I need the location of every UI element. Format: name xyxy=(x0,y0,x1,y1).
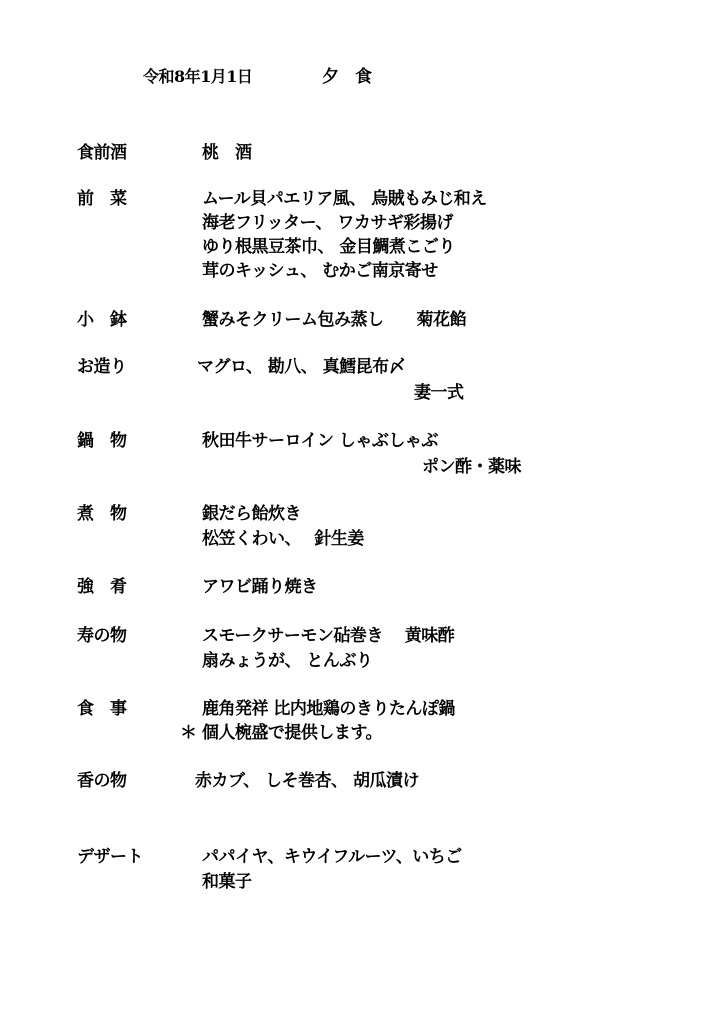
course-item: マグロ、 勘八、 真鱈昆布〆 xyxy=(197,357,406,377)
course-item: 鹿角発祥 比内地鶏のきりたんぽ鍋 xyxy=(202,699,455,719)
course-name-main-dish: 強 肴 xyxy=(77,577,127,597)
course-item: 秋田牛サーロイン しゃぶしゃぶ xyxy=(202,431,438,451)
course-name-appetizer: 前 菜 xyxy=(77,189,127,209)
course-item: 和菓子 xyxy=(202,872,252,892)
course-item: 海老フリッター、 ワカサギ彩揚げ xyxy=(202,213,453,233)
course-item: 桃 酒 xyxy=(202,143,252,163)
course-name-hotpot: 鍋 物 xyxy=(77,431,127,451)
course-item: パパイヤ、キウイフルーツ、いちご xyxy=(202,847,462,867)
course-name-meal: 食 事 xyxy=(77,699,127,719)
menu-meal-title: 夕 食 xyxy=(322,67,372,87)
course-name-simmered: 煮 物 xyxy=(77,504,127,524)
course-item: ムール貝パエリア風、 烏賊もみじ和え xyxy=(202,189,487,209)
course-item: アワビ踊り焼き xyxy=(202,577,318,597)
course-name-small-bowl: 小 鉢 xyxy=(77,310,127,330)
course-item: 蟹みそクリーム包み蒸し 菊花餡 xyxy=(202,310,466,330)
course-item: 銀だら飴炊き xyxy=(202,504,301,524)
course-item: 赤カブ、 しそ巻杏、 胡瓜漬け xyxy=(195,771,419,791)
course-name-dessert: デザート xyxy=(77,847,143,867)
course-name-pickles: 香の物 xyxy=(77,771,127,791)
menu-date: 令和8年1月1日 xyxy=(143,67,253,86)
course-item: 茸のキッシュ、 むかご南京寄せ xyxy=(202,261,438,281)
course-note: 妻一式 xyxy=(414,383,464,403)
course-item: ゆり根黒豆茶巾、 金目鯛煮こごり xyxy=(202,237,455,257)
course-name-aperitif: 食前酒 xyxy=(77,143,127,163)
course-item: 扇みょうが、 とんぶり xyxy=(202,651,373,671)
course-name-celebration: 寿の物 xyxy=(77,626,127,646)
course-item: 松笠くわい、 針生姜 xyxy=(202,529,364,549)
course-name-sashimi: お造り xyxy=(77,357,127,377)
course-item: スモークサーモン砧巻き 黄味酢 xyxy=(202,626,455,646)
course-note: ＊ 個人椀盛で提供します。 xyxy=(180,723,383,743)
course-note: ポン酢・薬味 xyxy=(422,457,521,477)
